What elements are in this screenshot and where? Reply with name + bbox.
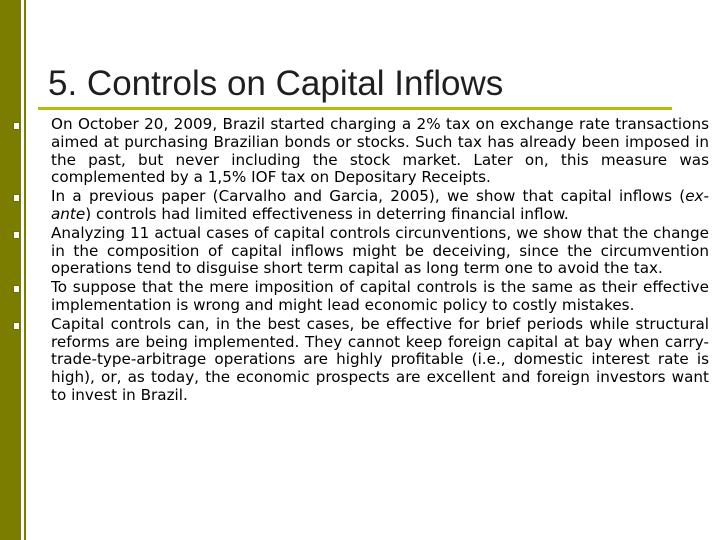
bullet-list bbox=[13, 116, 709, 405]
bullet-text-before: In a previous paper (Carvalho and Garcia, 2005), we show that capital inflows ( bbox=[51, 187, 686, 206]
bullet-text: On October 20, 2009, Brazil started charging a 2% tax on exchange rate transactions aimed at purchasing Brazilian bonds or stocks. Such tax has already been imposed in the past, but never including the stock market. Later on, this measure was complemented by a 1,5% IOF tax on Depositary Receipts. bbox=[51, 115, 709, 187]
square-bullet-icon bbox=[13, 122, 20, 130]
slide-title: 5. Controls on Capital Inflows bbox=[48, 64, 504, 103]
bullet-item bbox=[13, 188, 709, 224]
title-underline bbox=[38, 107, 672, 110]
bullet-item bbox=[13, 116, 709, 187]
bullet-text: To suppose that the mere imposition of capital controls is the same as their effective implementation is wrong and might lead economic policy to costly mistakes. bbox=[51, 278, 709, 314]
bullet-text-after: ) controls had limited effectiveness in deterring financial inflow. bbox=[85, 204, 569, 223]
bullet-text-emphasis: ex-ante bbox=[51, 187, 709, 223]
square-bullet-icon bbox=[13, 285, 20, 293]
bullet-item bbox=[13, 279, 709, 315]
square-bullet-icon bbox=[13, 194, 20, 202]
bullet-text: Analyzing 11 actual cases of capital controls circunventions, we show that the change in the composition of capital inflows might be deceiving, since the circumvention operations tend to disguise short term capital as long term one to avoid the tax. bbox=[51, 223, 709, 278]
bullet-text bbox=[51, 187, 709, 223]
bullet-text: Capital controls can, in the best cases, be effective for brief periods while structural reforms are being implemented. They cannot keep foreign capital at bay when carry-trade-type-arbitrage operations are highly profitable (i.e., domestic interest rate is high), or, as today, the economic prospects are excellent and foreign investors want to invest in Brazil. bbox=[51, 314, 709, 404]
bullet-item bbox=[13, 225, 709, 278]
bullet-item bbox=[13, 316, 709, 405]
square-bullet-icon bbox=[13, 231, 20, 239]
square-bullet-icon bbox=[13, 322, 20, 330]
